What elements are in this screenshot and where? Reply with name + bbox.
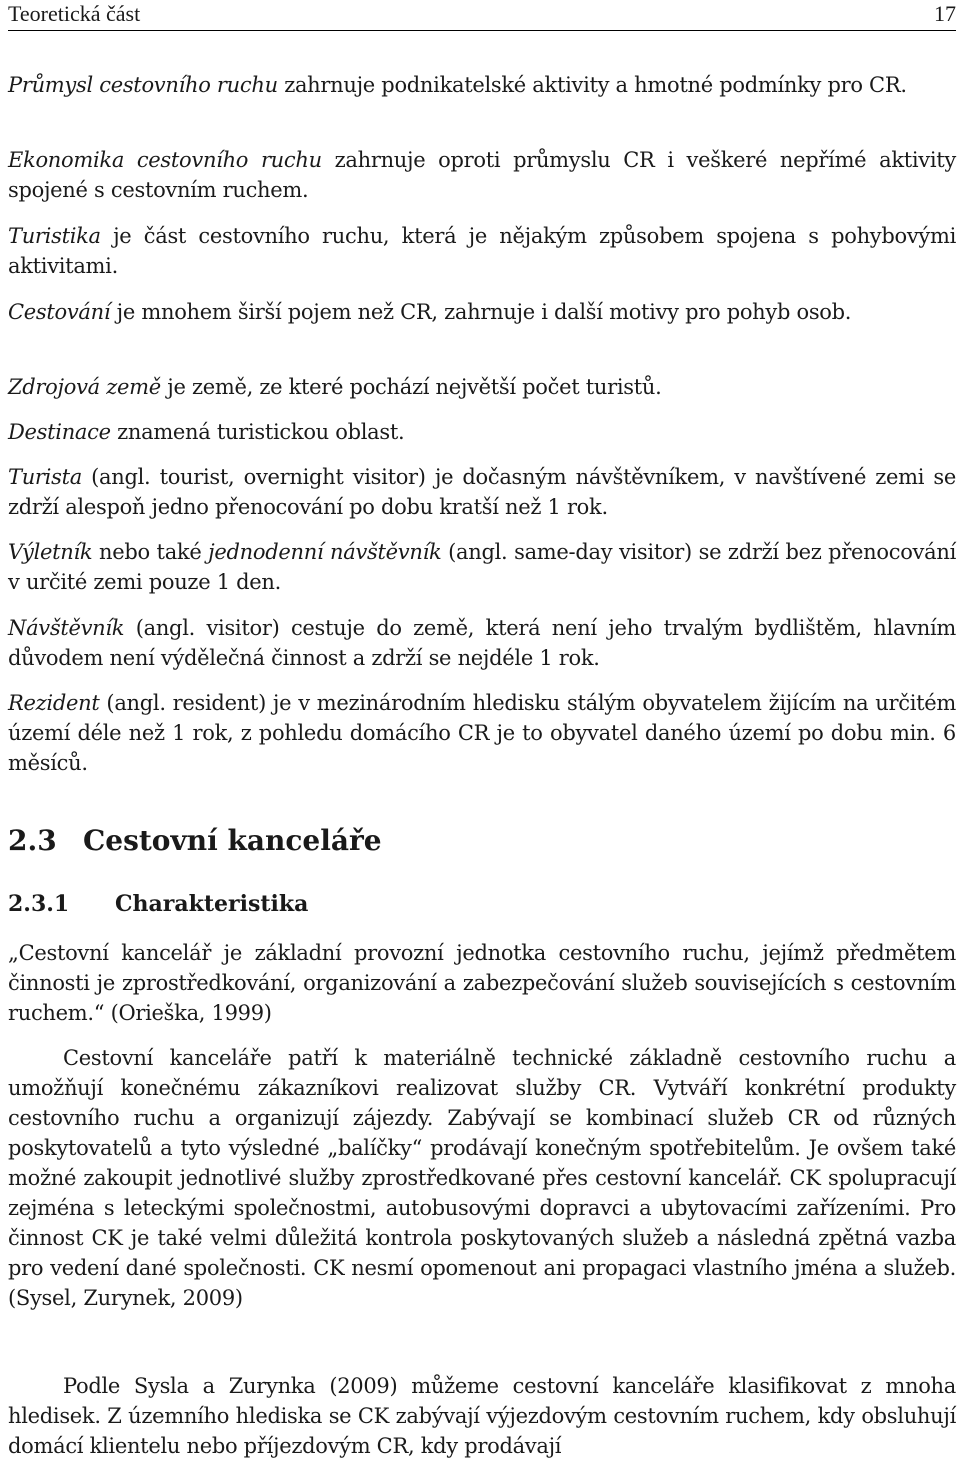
definition-paragraph: [8, 145, 956, 205]
definition-paragraph: [8, 70, 956, 100]
body-paragraph: [8, 1043, 956, 1313]
definition-paragraph: [8, 613, 956, 673]
section-number: 2.3: [8, 824, 57, 857]
header-section-title: Teoretická část: [8, 1, 141, 26]
definition-text: (angl. same-day visitor) se zdrží bez přenocování v určité zemi pouze 1 den.: [8, 540, 956, 594]
definition-term-alt: jednodenní návštěvník: [208, 540, 442, 564]
page-number: 17: [934, 1, 956, 26]
definition-text: je mnohem širší pojem než CR, zahrnuje i další motivy pro pohyb osob.: [110, 300, 852, 324]
subsection-number: 2.3.1: [8, 891, 70, 917]
definition-text: zahrnuje oproti průmyslu CR i veškeré nepřímé aktivity spojené s cestovním ruchem.: [8, 148, 956, 202]
definition-paragraph: [8, 221, 956, 281]
definition-term: Cestování: [8, 300, 111, 324]
section-heading: [8, 821, 382, 861]
definition-term: Turistika: [8, 224, 101, 248]
definition-paragraph: [8, 462, 956, 522]
subsection-heading: [8, 888, 308, 920]
body-paragraph-text: Cestovní kanceláře patří k materiálně technické základně cestovního ruchu a umožňují konečnému zákazníkovi realizovat služby CR. Vytváří konkrétní produkty cestovního ruchu a organizují zájezdy. Zabývají se kombinací služeb CR od různých poskytovatelů a tyto výsledné „balíčky“ prodávají konečným spotřebitelům. Je ovšem také možné zakoupit jednotlivé služby zprostředkované přes cestovní kancelář. CK spolupracují zejména s leteckými společnostmi, autobusovými dopravci a ubytovacími zařízeními. Pro činnost CK je také velmi důležitá kontrola poskytovaných služeb a následná zpětná vazba pro vedení dané společnosti. CK nesmí opomenout ani propagaci vlastního jména a služeb. (Sysel, Zurynek, 2009): [8, 1046, 956, 1310]
definition-text: (angl. tourist, overnight visitor) je dočasným návštěvníkem, v navštívené zemi se zdrží alespoň jedno přenocování po dobu kratší než 1 rok.: [8, 465, 956, 519]
quote-paragraph: „Cestovní kancelář je základní provozní jednotka cestovního ruchu, jejímž předmětem činnosti je zprostředkování, organizování a zabezpečování služeb souvisejících s cestovním ruchem.“ (Orieška, 1999): [8, 941, 956, 1025]
definition-paragraph: [8, 688, 956, 778]
definition-text: je země, ze které pochází největší počet turistů.: [160, 375, 662, 399]
definition-term: Návštěvník: [8, 616, 125, 640]
definition-text: (angl. visitor) cestuje do země, která není jeho trvalým bydlištěm, hlavním důvodem není výdělečná činnost a zdrží se nejdéle 1 rok.: [8, 616, 956, 670]
definition-term: Průmysl cestovního ruchu: [8, 73, 278, 97]
subsection-title: Charakteristika: [115, 891, 309, 917]
definition-connector: nebo také: [92, 540, 209, 564]
running-header: [8, 0, 956, 31]
definition-term: Zdrojová země: [8, 375, 161, 399]
body-paragraph-text: Podle Sysla a Zurynka (2009) můžeme cestovní kanceláře klasifikovat z mnoha hledisek. Z územního hlediska se CK zabývají výjezdovým cestovním ruchem, kdy obsluhují domácí klientelu nebo příjezdovým CR, kdy prodávají: [8, 1374, 956, 1458]
definition-text: (angl. resident) je v mezinárodním hledisku stálým obyvatelem žijícím na určitém území déle než 1 rok, z pohledu domácího CR je to obyvatel daného území po dobu min. 6 měsíců.: [8, 691, 956, 775]
definition-term: Rezident: [8, 691, 100, 715]
definition-paragraph: [8, 297, 956, 327]
definition-term: Výletník: [8, 540, 93, 564]
definition-text: znamená turistickou oblast.: [110, 420, 405, 444]
definition-term: Turista: [8, 465, 82, 489]
definition-paragraph: [8, 537, 956, 597]
definition-text: je část cestovního ruchu, která je nějakým způsobem spojena s pohybovými aktivitami.: [8, 224, 956, 278]
section-title: Cestovní kanceláře: [83, 824, 382, 857]
definition-term: Destinace: [8, 420, 111, 444]
definition-paragraph: [8, 417, 956, 447]
definition-term: Ekonomika cestovního ruchu: [8, 148, 322, 172]
definition-paragraph: [8, 372, 956, 402]
body-paragraph: [8, 1371, 956, 1461]
definition-text: zahrnuje podnikatelské aktivity a hmotné podmínky pro CR.: [277, 73, 907, 97]
